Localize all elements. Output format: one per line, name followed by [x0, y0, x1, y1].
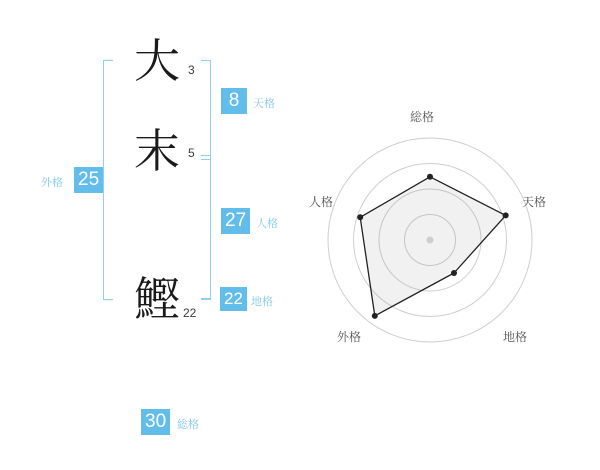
- chikaku-label: 地格: [251, 296, 273, 308]
- jinkaku-badge: 27: [221, 208, 250, 234]
- tenkaku-badge: 8: [221, 88, 247, 114]
- radar-series: [357, 174, 509, 319]
- tenkaku-bracket: [201, 60, 211, 160]
- tenkaku-label: 天格: [253, 98, 275, 110]
- soukaku-label: 総格: [177, 419, 199, 431]
- kanji-strokes-3: 22: [183, 306, 197, 320]
- axis-label-tenkaku: 天格: [522, 195, 547, 209]
- kanji-strokes-1: 3: [188, 63, 195, 77]
- kanji-char-3: 鰹: [134, 272, 180, 326]
- gaikaku-badge: 25: [74, 167, 103, 193]
- axis-label-chikaku: 地格: [503, 330, 528, 344]
- jinkaku-label: 人格: [256, 218, 278, 230]
- kanji-char-2: 末: [134, 124, 180, 178]
- kanji-char-1: 大: [134, 34, 180, 88]
- chikaku-badge: 22: [220, 287, 247, 311]
- radar-chart: [300, 110, 560, 370]
- chikaku-tick: [201, 298, 211, 299]
- soukaku-badge: 30: [141, 409, 170, 435]
- gaikaku-label: 外格: [41, 177, 63, 189]
- axis-label-soukaku: 総格: [410, 110, 435, 124]
- kanji-strokes-2: 5: [188, 146, 195, 160]
- axis-label-gaikaku: 外格: [337, 330, 362, 344]
- gaikaku-bracket: [103, 60, 113, 300]
- jinkaku-bracket: [201, 155, 211, 300]
- axis-label-jinkaku: 人格: [309, 195, 334, 209]
